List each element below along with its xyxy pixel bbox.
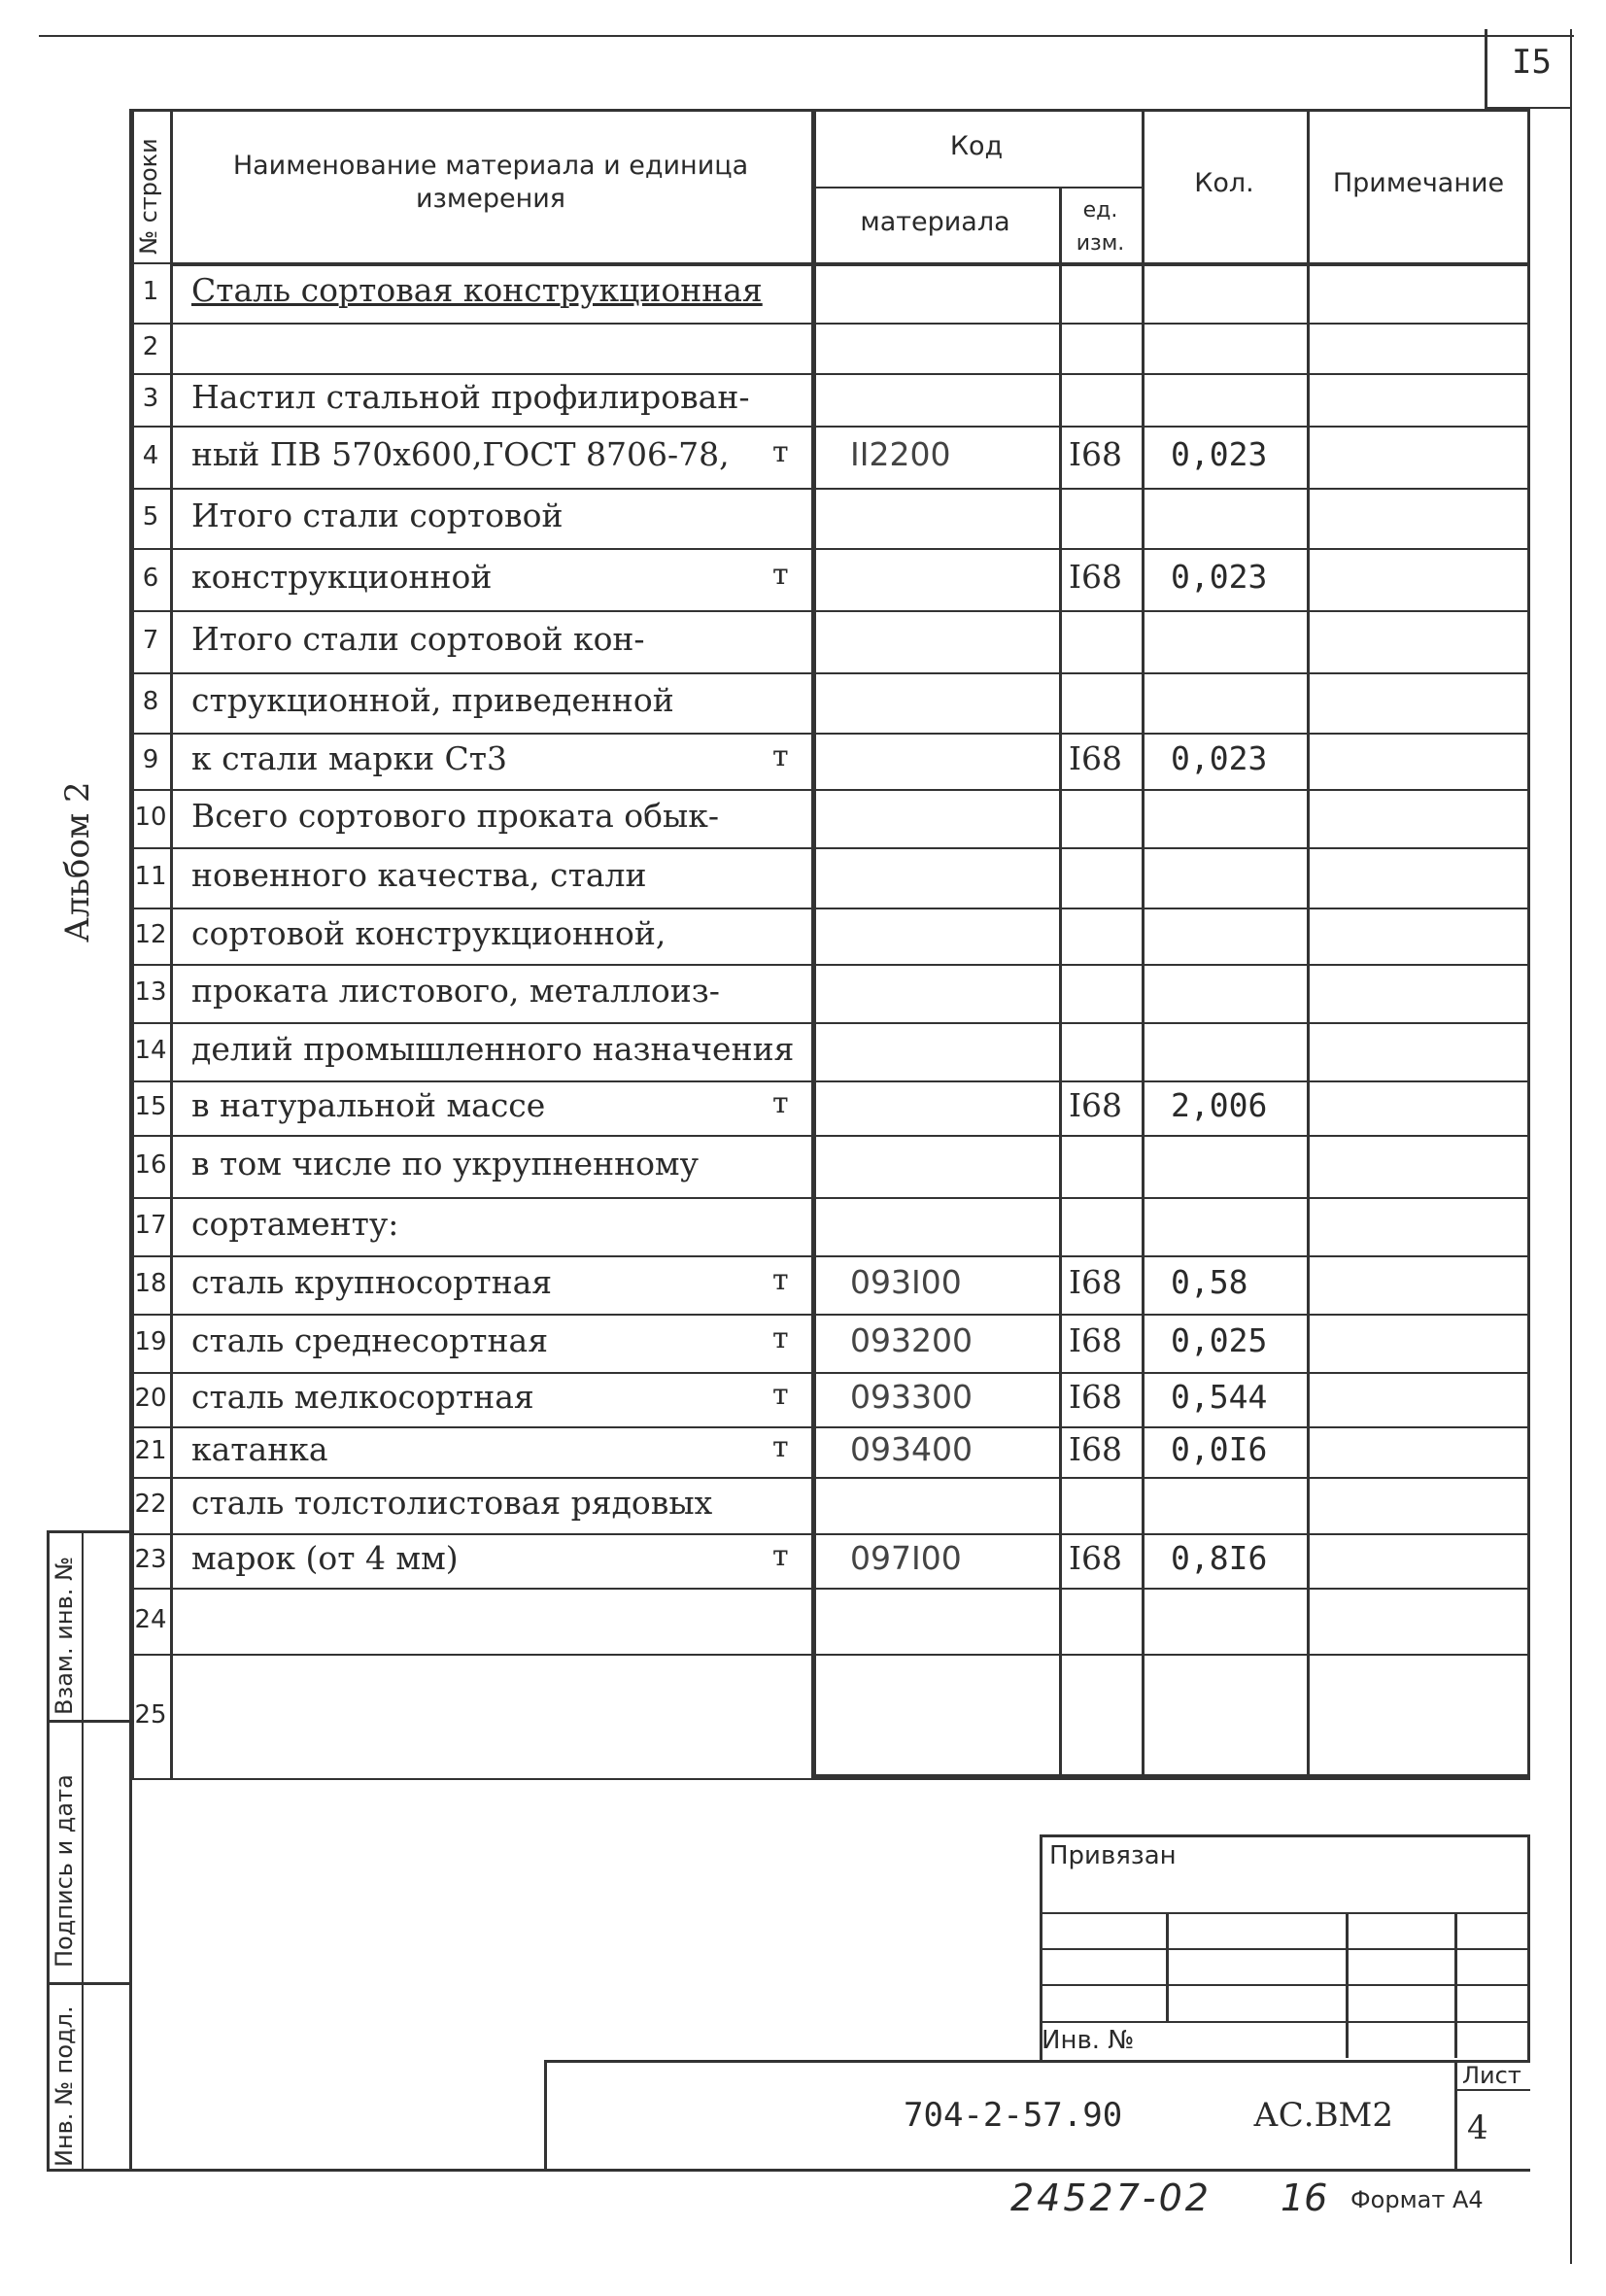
- row-name: марок (от 4 мм): [191, 1539, 459, 1577]
- header-qty: Кол.: [1194, 168, 1254, 198]
- stamp-line: [1346, 1912, 1349, 2058]
- row-unit: т: [772, 1539, 789, 1573]
- stamp-line: [1166, 1912, 1169, 2021]
- row-code-unit: I68: [1069, 435, 1123, 473]
- header-note: Примечание: [1332, 168, 1505, 198]
- header-bottom-line-left: [131, 262, 170, 264]
- row-name: Сталь сортовая конструкционная: [191, 271, 763, 309]
- header-code: Код: [949, 131, 1004, 161]
- row-line: [131, 1533, 1530, 1535]
- row-name: катанка: [191, 1430, 328, 1468]
- row-code-unit: I68: [1069, 1378, 1123, 1416]
- row-name: сталь среднесортная: [191, 1321, 549, 1359]
- row-number: 21: [134, 1436, 167, 1465]
- row-line: [131, 1588, 1530, 1590]
- row-unit: т: [772, 739, 789, 773]
- col-line-name: [170, 109, 173, 1778]
- row-line: [131, 908, 1530, 909]
- stamp-line: [1040, 1834, 1530, 1837]
- col-line-code: [811, 109, 816, 1778]
- row-code-unit: I68: [1069, 1430, 1123, 1468]
- row-qty: 0,0I6: [1171, 1430, 1268, 1468]
- row-name: сортовой конструкционной,: [191, 914, 666, 952]
- row-number: 13: [134, 977, 167, 1007]
- row-code-material: 093300: [850, 1378, 973, 1416]
- stamp-line: [1454, 2089, 1530, 2091]
- row-name: проката листового, металлоиз-: [191, 972, 720, 1010]
- row-unit: т: [772, 1086, 789, 1120]
- row-number: 12: [134, 920, 167, 949]
- row-number: 6: [142, 564, 159, 593]
- row-line: [131, 733, 1530, 735]
- row-name: конструкционной: [191, 558, 493, 596]
- footer-number: 16: [1281, 2176, 1328, 2219]
- row-number: 14: [134, 1036, 167, 1065]
- row-number: 9: [142, 745, 159, 774]
- col-line-qty: [1142, 109, 1145, 1778]
- header-code-unit: ед. изм.: [1076, 198, 1125, 256]
- row-qty: 0,025: [1171, 1321, 1268, 1359]
- row-qty: 0,023: [1171, 739, 1268, 777]
- row-code-unit: I68: [1069, 1321, 1123, 1359]
- row-line: [131, 964, 1530, 966]
- row-name: струкционной, приведенной: [191, 681, 674, 719]
- row-name: сталь крупносортная: [191, 1263, 553, 1301]
- row-unit: т: [772, 435, 789, 469]
- handwritten-number: 24527-02: [1010, 2176, 1212, 2219]
- row-qty: 2,006: [1171, 1086, 1268, 1124]
- row-line: [131, 548, 1530, 550]
- row-code-unit: I68: [1069, 1263, 1123, 1301]
- row-number: 23: [134, 1545, 167, 1574]
- row-number: 7: [142, 626, 159, 655]
- header-code-material: материала: [860, 207, 1010, 237]
- stamp-inv-label: Инв. №: [1042, 2026, 1135, 2055]
- row-line: [131, 1426, 1530, 1428]
- material-table: [131, 109, 1530, 1778]
- row-line: [131, 1197, 1530, 1199]
- row-number: 16: [134, 1150, 167, 1180]
- row-line: [131, 1080, 1530, 1082]
- row-number: 1: [142, 277, 159, 306]
- row-line: [131, 323, 1530, 325]
- row-line: [131, 1255, 1530, 1257]
- row-line: [131, 1477, 1530, 1479]
- row-line: [131, 373, 1530, 375]
- row-line: [131, 1654, 1530, 1656]
- row-code-material: 097I00: [850, 1539, 962, 1577]
- row-code-material: II2200: [850, 435, 951, 473]
- row-code-material: 093I00: [850, 1263, 962, 1301]
- row-number: 25: [134, 1700, 167, 1730]
- table-right-border: [1527, 109, 1530, 1778]
- row-unit: т: [772, 1263, 789, 1297]
- row-name: Всего сортового проката обык-: [191, 797, 720, 835]
- stamp-label-replace: Взам. инв. №: [51, 1557, 78, 1715]
- col-line-note: [1307, 109, 1310, 1778]
- row-unit: т: [772, 1378, 789, 1412]
- stamp-label-inv: Инв. № подл.: [51, 2005, 78, 2167]
- stamp-line: [1454, 2060, 1457, 2171]
- stamp-label-signature: Подпись и дата: [51, 1774, 78, 1968]
- stamp-line: [1527, 1834, 1530, 2060]
- row-line: [131, 672, 1530, 674]
- row-unit: т: [772, 1430, 789, 1464]
- row-line: [131, 1778, 1530, 1780]
- format-label: Формат А4: [1350, 2186, 1484, 2213]
- row-name: сталь толстолистовая рядовых: [191, 1484, 713, 1522]
- row-code-material: 093200: [850, 1321, 973, 1359]
- row-number: 15: [134, 1092, 167, 1121]
- table-top-border: [131, 109, 1530, 112]
- row-unit: т: [772, 1321, 789, 1355]
- header-bottom-line: [170, 262, 1530, 266]
- row-line: [131, 488, 1530, 490]
- header-name: Наименование материала и единица измерения: [232, 151, 749, 214]
- row-line: [131, 1372, 1530, 1374]
- row-name: новенного качества, стали: [191, 856, 647, 894]
- row-line: [131, 1314, 1530, 1316]
- row-qty: 0,544: [1171, 1378, 1268, 1416]
- row-line: [131, 426, 1530, 428]
- row-line: [131, 847, 1530, 849]
- row-line: [131, 1022, 1530, 1024]
- row-number: 17: [134, 1211, 167, 1240]
- row-name: к стали марки Ст3: [191, 739, 508, 777]
- row-number: 5: [142, 502, 159, 531]
- row-code-unit: I68: [1069, 1086, 1123, 1124]
- row-unit: т: [772, 558, 789, 592]
- stamp-doc-mark: АС.ВМ2: [1253, 2096, 1394, 2135]
- row-number: 18: [134, 1269, 167, 1298]
- row-line: [131, 610, 1530, 612]
- row-number: 10: [134, 803, 167, 832]
- row-number: 24: [134, 1605, 167, 1634]
- stamp-line: [544, 2060, 1530, 2063]
- row-name: в том числе по укрупненному: [191, 1145, 700, 1182]
- row-name: сталь мелкосортная: [191, 1378, 534, 1416]
- row-number: 2: [142, 332, 159, 361]
- row-number: 3: [142, 384, 159, 413]
- row-name: Итого стали сортовой: [191, 497, 564, 534]
- row-number: 22: [134, 1490, 167, 1519]
- row-qty: 0,58: [1171, 1263, 1248, 1301]
- row-line: [131, 1135, 1530, 1137]
- row-number: 20: [134, 1384, 167, 1413]
- row-line: [131, 789, 1530, 791]
- row-name: Итого стали сортовой кон-: [191, 620, 645, 658]
- page-number: I5: [1512, 43, 1552, 82]
- row-name: сортаменту:: [191, 1205, 399, 1243]
- row-code-unit: I68: [1069, 1539, 1123, 1577]
- row-number: 8: [142, 687, 159, 716]
- row-number: 4: [142, 441, 159, 470]
- stamp-line: [1454, 1912, 1457, 2058]
- row-code-unit: I68: [1069, 558, 1123, 596]
- row-code-material: 093400: [850, 1430, 973, 1468]
- row-code-unit: I68: [1069, 739, 1123, 777]
- stamp-sheet-label: Лист: [1462, 2062, 1521, 2089]
- row-name: ный ПВ 570х600,ГОСТ 8706-78,: [191, 435, 730, 473]
- row-qty: 0,023: [1171, 435, 1268, 473]
- row-name: Настил стальной профилирован-: [191, 378, 750, 416]
- row-number: 11: [134, 862, 167, 891]
- row-qty: 0,8I6: [1171, 1539, 1268, 1577]
- row-number: 19: [134, 1327, 167, 1356]
- row-qty: 0,023: [1171, 558, 1268, 596]
- header-row-no: № строки: [135, 138, 162, 255]
- stamp-doc-code: 704-2-57.90: [904, 2096, 1123, 2135]
- row-name: в натуральной массе: [191, 1086, 546, 1124]
- header-mid-line: [811, 187, 1142, 188]
- row-name: делий промышленного назначения: [191, 1030, 795, 1068]
- stamp-line: [544, 2060, 547, 2171]
- stamp-bound-label: Привязан: [1049, 1841, 1177, 1870]
- stamp-sheet-no: 4: [1467, 2108, 1488, 2147]
- album-label: Альбом 2: [58, 781, 97, 942]
